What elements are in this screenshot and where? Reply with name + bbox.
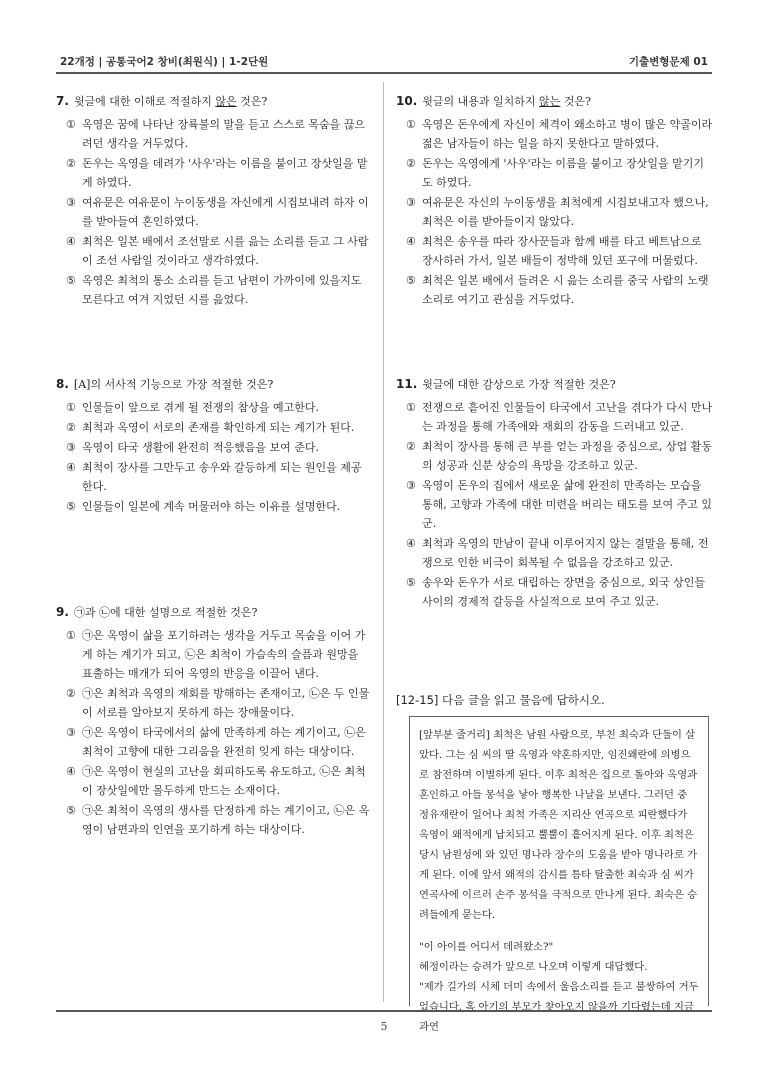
option-1[interactable]: ① 전쟁으로 흩어진 인물들이 타국에서 고난을 겪다가 다시 만나는 과정을 통해 가족애와 재회의 감동을 드러내고 있군.: [406, 401, 713, 433]
footer-divider: [56, 1010, 712, 1012]
section-instruction: [12-15] 다음 글을 읽고 물음에 답하시오.: [396, 693, 605, 707]
page-header: [56, 50, 712, 72]
option-5[interactable]: ⑤ 인물들이 일본에 계속 머물러야 하는 이유를 설명한다.: [66, 500, 341, 513]
option-4[interactable]: ④ 최척과 옥영의 만남이 끝내 이루어지지 않는 결말을 통해, 전쟁으로 인한 비극이 회복될 수 없음을 강조하고 있군.: [406, 537, 709, 569]
option-4[interactable]: ④ ㉠은 옥영이 현실의 고난을 회피하도록 유도하고, ㉡은 최척이 장삿일에만 몰두하게 만드는 소재이다.: [66, 765, 366, 797]
header-divider: [56, 72, 712, 74]
option-1[interactable]: ① ㉠은 옥영이 삶을 포기하려는 생각을 거두고 목숨을 이어 가게 하는 계기가 되고, ㉡은 최척이 가슴속의 슬픔과 원망을 표출하는 매개가 되어 옥영의 반응을 이끌어 낸다.: [66, 629, 366, 680]
option-3[interactable]: ③ ㉠은 옥영이 타국에서의 삶에 만족하게 하는 계기이고, ㉡은 최척이 고향에 대한 그리움을 완전히 잊게 하는 대상이다.: [66, 726, 366, 758]
option-1[interactable]: ① 옥영은 꿈에 나타난 장륙불의 말을 듣고 스스로 목숨을 끊으려던 생각을 거두었다.: [66, 118, 365, 150]
column-divider: [383, 82, 384, 1002]
passage-narration: 혜정이라는 승려가 앞으로 나오며 이렇게 대답했다.: [419, 961, 648, 973]
question-stem: 10. 윗글의 내용과 일치하지 않는 것은?: [396, 94, 591, 108]
option-4[interactable]: ④ 최척이 장사를 그만두고 송우와 갈등하게 되는 원인을 제공한다.: [66, 461, 362, 493]
question-11: [396, 375, 714, 612]
option-5[interactable]: ⑤ ㉠은 최척이 옥영의 생사를 단정하게 하는 계기이고, ㉡은 옥영이 남편과의 인연을 포기하게 하는 대상이다.: [66, 804, 370, 836]
page-number: 5: [380, 1020, 388, 1033]
question-stem: 7. 윗글에 대한 이해로 적절하지 않은 것은?: [56, 94, 268, 108]
question-stem: 8. [A]의 서사적 기능으로 가장 적절한 것은?: [56, 377, 274, 391]
passage-summary: [앞부분 줄거리] 최척은 남원 사람으로, 부친 최숙과 단둘이 살았다. 그는 심 씨의 딸 옥영과 약혼하지만, 임진왜란에 의병으로 참전하며 이별하게 된다. 이후 최척은 집으로 돌아와 옥영과 혼인하고 아들 몽석을 낳아 행복한 나날을 보낸다. 그러던 중 정유재란이 일어나 최척 가족은 지리산 연곡으로 피란했다가 옥영이 왜적에게 납치되고 뿔뿔이 흩어지게 된다. 이후 최척은 당시 남원성에 와 있던 명나라 장수의 도움을 받아 명나라로 가게 된다. 이에 앞서 왜적의 감시를 틈타 탈출한 최숙과 심 씨가 연곡사에 이르러 손주 몽석을 극적으로 만나게 된다. 최숙은 승려들에게 묻는다.: [419, 729, 698, 921]
option-3[interactable]: ③ 여유문은 자신의 누이동생을 최척에게 시집보내고자 했으나, 최척은 이를 받아들이지 않았다.: [406, 196, 709, 228]
option-1[interactable]: ① 인물들이 앞으로 겪게 될 전쟁의 참상을 예고한다.: [66, 401, 319, 414]
question-7: [56, 92, 372, 310]
question-number: 10.: [396, 94, 418, 108]
passage-dialogue-1: "이 아이를 어디서 데려왔소?": [419, 941, 554, 953]
option-2[interactable]: ② ㉠은 최척과 옥영의 재회를 방해하는 존재이고, ㉡은 두 인물이 서로를 알아보지 못하게 하는 장애물이다.: [66, 687, 370, 719]
question-9: [56, 603, 372, 840]
passage-dialogue-2: "제가 길가의 시체 더미 속에서 울음소리를 듣고 불쌍하여 거두었습니다. 혹 아기의 부모가 찾아오지 않을까 기다렸는데 지금 과연: [419, 981, 699, 1033]
question-stem: 9. ㉠과 ㉡에 대한 설명으로 적절한 것은?: [56, 605, 258, 619]
option-3[interactable]: ③ 여유문은 여유문이 누이동생을 자신에게 시집보내려 하자 이를 받아들여 혼인하였다.: [66, 196, 369, 228]
question-10: [396, 92, 714, 310]
option-4[interactable]: ④ 최척은 송우를 따라 장사꾼들과 함께 배를 타고 베트남으로 장사하러 가서, 일본 배들이 정박해 있던 포구에 머물렀다.: [406, 235, 702, 267]
option-5[interactable]: ⑤ 송우와 돈우가 서로 대립하는 장면을 중심으로, 외국 상인들 사이의 경제적 갈등을 사실적으로 보여 주고 있군.: [406, 576, 705, 608]
option-4[interactable]: ④ 최척은 일본 배에서 조선말로 시를 읊는 소리를 듣고 그 사람이 조선 사람일 것이라고 생각하였다.: [66, 235, 369, 267]
option-1[interactable]: ① 옥영은 돈우에게 자신이 체격이 왜소하고 병이 많은 약골이라 젊은 남자들이 하는 일을 하지 못한다고 말하였다.: [406, 118, 713, 150]
header-course-info: 22개정 | 공통국어2 창비(최원식) | 1-2단원: [60, 56, 269, 68]
option-2[interactable]: ② 돈우는 옥영을 데려가 '사우'라는 이름을 붙이고 장삿일을 맡게 하였다.: [66, 157, 368, 189]
reading-passage: [409, 716, 709, 1033]
option-3[interactable]: ③ 옥영이 돈우의 집에서 새로운 삶에 완전히 만족하는 모습을 통해, 고향과 가족에 대한 미련을 버리는 태도를 보여 주고 있군.: [406, 479, 712, 530]
question-number: 9.: [56, 605, 69, 619]
question-stem: 11. 윗글에 대한 감상으로 가장 적절한 것은?: [396, 377, 616, 391]
option-2[interactable]: ② 돈우는 옥영에게 '사우'라는 이름을 붙이고 장삿일을 맡기기도 하였다.: [406, 157, 705, 189]
option-2[interactable]: ② 최척이 장사를 통해 큰 부를 얻는 과정을 중심으로, 상업 활동의 성공과 신분 상승의 욕망을 강조하고 있군.: [406, 440, 712, 472]
question-number: 11.: [396, 377, 418, 391]
header-exam-type: 기출변형문제 01: [628, 56, 708, 68]
question-number: 7.: [56, 94, 69, 108]
question-8: [56, 375, 372, 517]
question-number: 8.: [56, 377, 69, 391]
option-5[interactable]: ⑤ 최척은 일본 배에서 들려온 시 읊는 소리를 중국 사람의 노랫소리로 여기고 관심을 거두었다.: [406, 274, 709, 306]
option-3[interactable]: ③ 옥영이 타국 생활에 완전히 적응했음을 보여 준다.: [66, 441, 319, 454]
option-5[interactable]: ⑤ 옥영은 최척의 통소 소리를 듣고 남편이 가까이에 있을지도 모른다고 여겨 지었던 시를 읊었다.: [66, 274, 362, 306]
option-2[interactable]: ② 최척과 옥영이 서로의 존재를 확인하게 되는 계기가 된다.: [66, 421, 355, 434]
